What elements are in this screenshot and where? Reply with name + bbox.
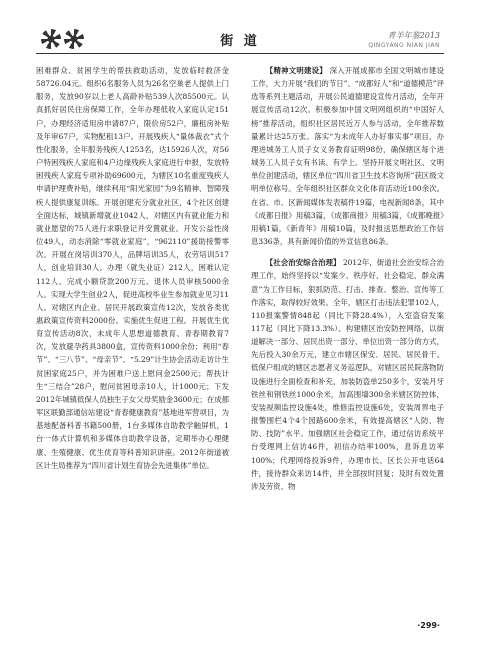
section-title: 街 道 bbox=[220, 34, 260, 49]
left-column-text: 困难群众、贫困学生的帮扶救助活动，发放临时救济金58726.04元。组织6名服务人员为26名空巢老人提供上门服务，发放90岁以上老人高龄补贴539人次85500元。认真抓好居民住房保障工作，全年办理低收入家庭认定151户，办理经济适用房申请87户，限价房52户，廉租房补贴及年审67户，实物配租13户。开展残疾人“量体裁衣”式个性化服务，全年服务残疾人1253名，达15926人次，对56户特困残疾人家庭和4户边缘残疾人家庭进行申报，发放特困残疾人家庭专项补助69600元，为辖区10名重度残疾人申请护理费补贴，继续利用“阳光家园”为9名精神、智障残疾人提供康复训练。开展创建充分就业社区，4个社区创建全面达标，城镇新增就业1042人，对辖区内有就业能力和就业愿望的75人进行求职登记并安置就业。开发公益性岗位49人，动态消除“零就业家庭”，“962110”援助接警零次。开展在岗培训370人，品牌培训35人，农劳培训517人，创业培训30人。办理（就失业证）212人，困难认定112人。完成小额贷款200万元。退休人员审核5000余人。实现大学生创业2人，促进高校毕业生参加就业见习11人。对辖区内企业、居民开展政策宣传12次，发放各类优惠政策宣传资料2000份。实施优生促进工程。开展优生优育宣传活动8次，未成年人思想道德教育、青春期教育7次，发放避孕药具3800盒，宣传资料1000余份；利用“春节”、“三八节”、“母亲节”、“5.29”计生协会活动走访计生贫困家庭25户，并为困难户送上慰问金2500元；帮扶计生“三结合”28户，慰问贫困母亲10人，计1000元；下发2012年城镇低保人员独生子女父母奖励金3600元；在成都军区联勤部通信站建设“青春健康教育”基地进军营项目，为基地配备科普书籍500册，1台多媒体自助教学触屏机，1台一体式计算机和多媒体自助教学设备，定期举办心理健康、生殖健康、优生优育等科普知识讲座。2012年街道被区计生局推荐为“四川省计划生育协会先进集体”单位。 bbox=[36, 66, 229, 470]
right-column bbox=[251, 64, 444, 493]
section-heading: 【社会治安综合治理】 bbox=[265, 258, 341, 268]
section-paragraph bbox=[251, 64, 444, 248]
paragraph-gap bbox=[251, 248, 444, 256]
yearbook-title: 青羊年鉴2013 bbox=[387, 31, 440, 40]
page-header bbox=[0, 0, 480, 56]
section-heading: 【精神文明建设】 bbox=[265, 66, 327, 75]
header-divider bbox=[36, 53, 444, 54]
left-column bbox=[36, 64, 229, 472]
section-body: 2012年，街道社会治安综合治理工作，始终坚持以“发案少、秩序好、社会稳定、群众满意”为工作目标，狠抓防范、打击、排查、整治、宣传等工作落实，取得较好效果。全年，辖区打击违法犯罪102人，110报案警情848起（同比下降28.4%），入室盗窃发案117起（同比下降13.3%）。构建辖区治安防控网络，以街道解决一部分、居民出资一部分、单位出资一部分的方式，先后投入30余万元，建立市辖区保安、居民、居民骨干、低保户组成的辖区志愿者义务巡逻队，对辖区居民院落物防设施进行全面检查和补充，加装防盗单250多个，安装月牙铁丝和钢铁丝1000余米，加高围墙300余米辖区防控体，安装视频监控设施4处，维修监控设施6处，安装周界电子报警围栏4个4个园路600余米，有效提高辖区“人防、物防、技防”水平。加强辖区社会稳定工作，通过信访系统平台受理网上信访46件，初信办结率100%，息诉息访率100%；代理网络投诉9件，办理市长、区长公开电话64件，接待群众来访14件，并全部按时回复；及时有效处置涉及劳资、物 bbox=[251, 258, 444, 491]
section-paragraph bbox=[251, 256, 444, 493]
page-number: ·299· bbox=[417, 621, 440, 630]
section-body: 深入开展成都市全国文明城市建设工作，大力开展“我们的节日”、“成都好人”和“道德模范”评选等系列主题活动，开展公民道德建设宣传月活动，全年开展宣传活动12次。积极参加中国文明网组织的“中国好人榜”推荐活动，组织社区居民近万人参与活动，全年推荐数量累计达25万张。落实“为未成年人办好事实事”项目，办理进城务工人员子女义务教育证明98份，确保辖区每个进城务工人员子女有书读、有学上。坚持开展文明社区、文明单位创建活动，辖区单位“四川省卫生技术咨询所”获区级文明单位称号。全年组织社区群众文化体育活动近100余次。在省、市、区新闻媒体发表稿件19篇，电视新闻8条，其中《成都日报》用稿3篇，《成都商报》用稿3篇，《成都晚报》用稿1篇，《新青年》用稿10篇，及时报送思想政治工作信息336条，具有新闻价值的外宣信息86条。 bbox=[251, 66, 444, 247]
yearbook-subtitle: QINGYANG NIAN JIAN bbox=[368, 42, 440, 49]
